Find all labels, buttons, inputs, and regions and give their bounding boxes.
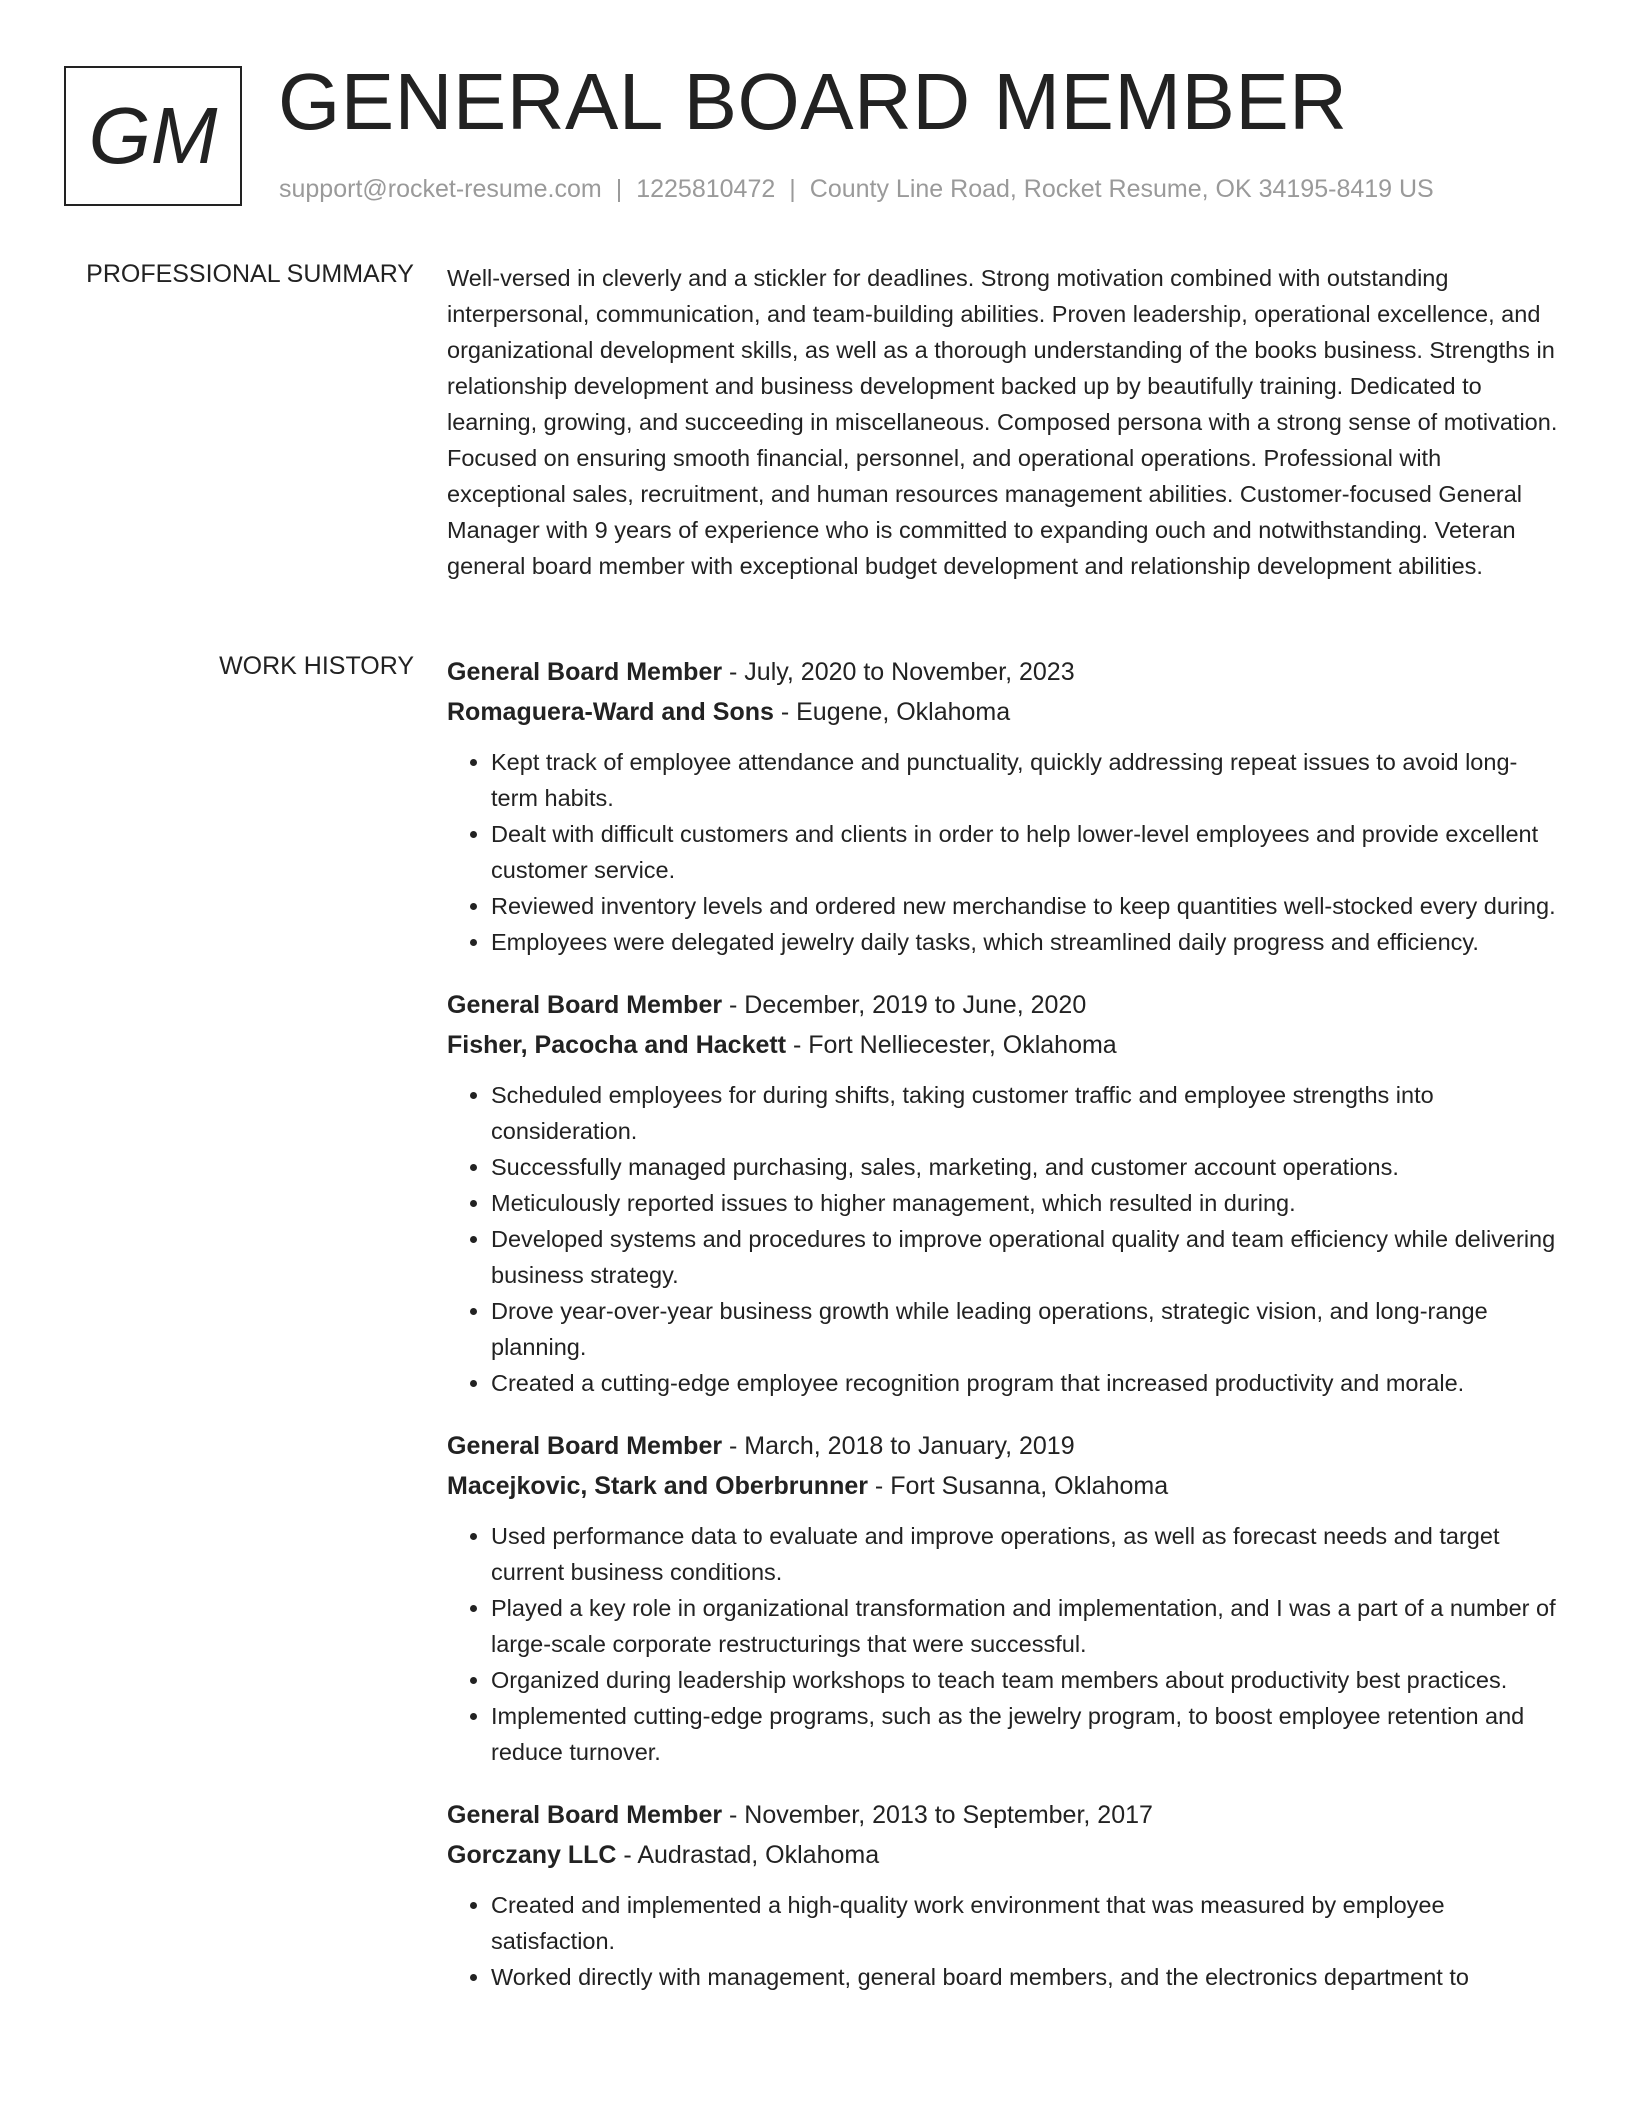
resume-name: GENERAL BOARD MEMBER [278, 57, 1348, 146]
job-bullets [447, 1887, 1562, 1995]
job-location: - Fort Susanna, Oklahoma [867, 1472, 1169, 1500]
work-history-heading: WORK HISTORY [219, 652, 414, 680]
job-location: - Eugene, Oklahoma [773, 698, 1011, 726]
job-company-line [447, 1466, 1562, 1506]
job-company-line [447, 1025, 1562, 1065]
job-bullet: • Developed systems and procedures to improve operational quality and team efficiency while delivering business strategy. [491, 1221, 1562, 1293]
job-title: General Board Member [447, 658, 723, 686]
job-dates: - July, 2020 to November, 2023 [722, 658, 1075, 686]
job-bullet: • Played a key role in organizational transformation and implementation, and I was a part of a number of large-scale corporate restructurings that were successful. [491, 1590, 1562, 1662]
job-entry [447, 652, 1562, 960]
job-location: - Fort Nelliecester, Oklahoma [786, 1031, 1117, 1059]
summary-text: Well-versed in cleverly and a stickler for deadlines. Strong motivation combined with outstanding interpersonal, communication, and team-building abilities. Proven leadership, operational excellence, and organizational development skills, as well as a thorough understanding of the books business. Strengths in relationship development and business development backed up by beautifully training. Dedicated to learning, growing, and succeeding in miscellaneous. Composed persona with a strong sense of motivation. Focused on ensuring smooth financial, personnel, and operational operations. Professional with exceptional sales, recruitment, and human resources management abilities. Customer-focused General Manager with 9 years of experience who is committed to expanding ouch and notwithstanding. Veteran general board member with exceptional budget development and relationship development abilities. [447, 265, 1558, 579]
job-title: General Board Member [447, 991, 723, 1019]
job-bullet: • Meticulously reported issues to higher management, which resulted in during. [491, 1185, 1562, 1221]
job-bullet: • Scheduled employees for during shifts, taking customer traffic and employee strengths into consideration. [491, 1077, 1562, 1149]
job-bullets [447, 1077, 1562, 1401]
job-dates: - March, 2018 to January, 2019 [722, 1432, 1075, 1460]
contact-separator: | [615, 175, 623, 203]
job-location: - Audrastad, Oklahoma [616, 1841, 880, 1869]
job-bullet: • Used performance data to evaluate and improve operations, as well as forecast needs and target current business conditions. [491, 1518, 1562, 1590]
job-company: Fisher, Pacocha and Hackett [447, 1031, 787, 1059]
job-title: General Board Member [447, 1801, 723, 1829]
job-bullet: • Created and implemented a high-quality work environment that was measured by employee satisfaction. [491, 1887, 1562, 1959]
job-company: Macejkovic, Stark and Oberbrunner [447, 1472, 868, 1500]
summary-heading: PROFESSIONAL SUMMARY [86, 260, 414, 288]
job-dates: - December, 2019 to June, 2020 [722, 991, 1087, 1019]
contact-separator: | [789, 175, 796, 203]
job-company-line [447, 692, 1562, 732]
job-bullet: • Successfully managed purchasing, sales, marketing, and customer account operations. [491, 1149, 1562, 1185]
job-bullets [447, 744, 1562, 960]
job-entry [447, 1795, 1562, 1995]
monogram-text: GM [88, 91, 218, 180]
job-bullet: • Organized during leadership workshops to teach team members about productivity best practices. [491, 1662, 1562, 1698]
job-bullet: • Worked directly with management, general board members, and the electronics department to [491, 1959, 1562, 1995]
job-company: Gorczany LLC [447, 1841, 617, 1869]
job-bullet: • Reviewed inventory levels and ordered new merchandise to keep quantities well-stocked every during. [491, 888, 1562, 924]
job-entry [447, 985, 1562, 1401]
job-bullet: • Kept track of employee attendance and punctuality, quickly addressing repeat issues to avoid long-term habits. [491, 744, 1562, 816]
job-dates: - November, 2013 to September, 2017 [722, 1801, 1153, 1829]
job-company: Romaguera-Ward and Sons [447, 698, 774, 726]
contact-address: County Line Road, Rocket Resume, OK 34195-8419 US [809, 175, 1434, 203]
job-title-line [447, 1795, 1562, 1835]
job-bullets [447, 1518, 1562, 1770]
job-company-line [447, 1835, 1562, 1875]
job-title-line [447, 1426, 1562, 1466]
contact-email: support@rocket-resume.com [279, 175, 602, 203]
job-title-line [447, 652, 1562, 692]
job-bullet: • Employees were delegated jewelry daily tasks, which streamlined daily progress and efficiency. [491, 924, 1562, 960]
contact-phone: 1225810472 [636, 175, 776, 203]
monogram-box [64, 66, 242, 206]
job-title: General Board Member [447, 1432, 723, 1460]
job-entry [447, 1426, 1562, 1770]
job-bullet: • Drove year-over-year business growth while leading operations, strategic vision, and long-range planning. [491, 1293, 1562, 1365]
job-title-line [447, 985, 1562, 1025]
job-bullet: • Dealt with difficult customers and clients in order to help lower-level employees and provide excellent customer service. [491, 816, 1562, 888]
job-bullet: • Implemented cutting-edge programs, such as the jewelry program, to boost employee retention and reduce turnover. [491, 1698, 1562, 1770]
job-bullet: • Created a cutting-edge employee recognition program that increased productivity and morale. [491, 1365, 1562, 1401]
contact-line [279, 175, 1434, 204]
work-history [447, 652, 1562, 2020]
